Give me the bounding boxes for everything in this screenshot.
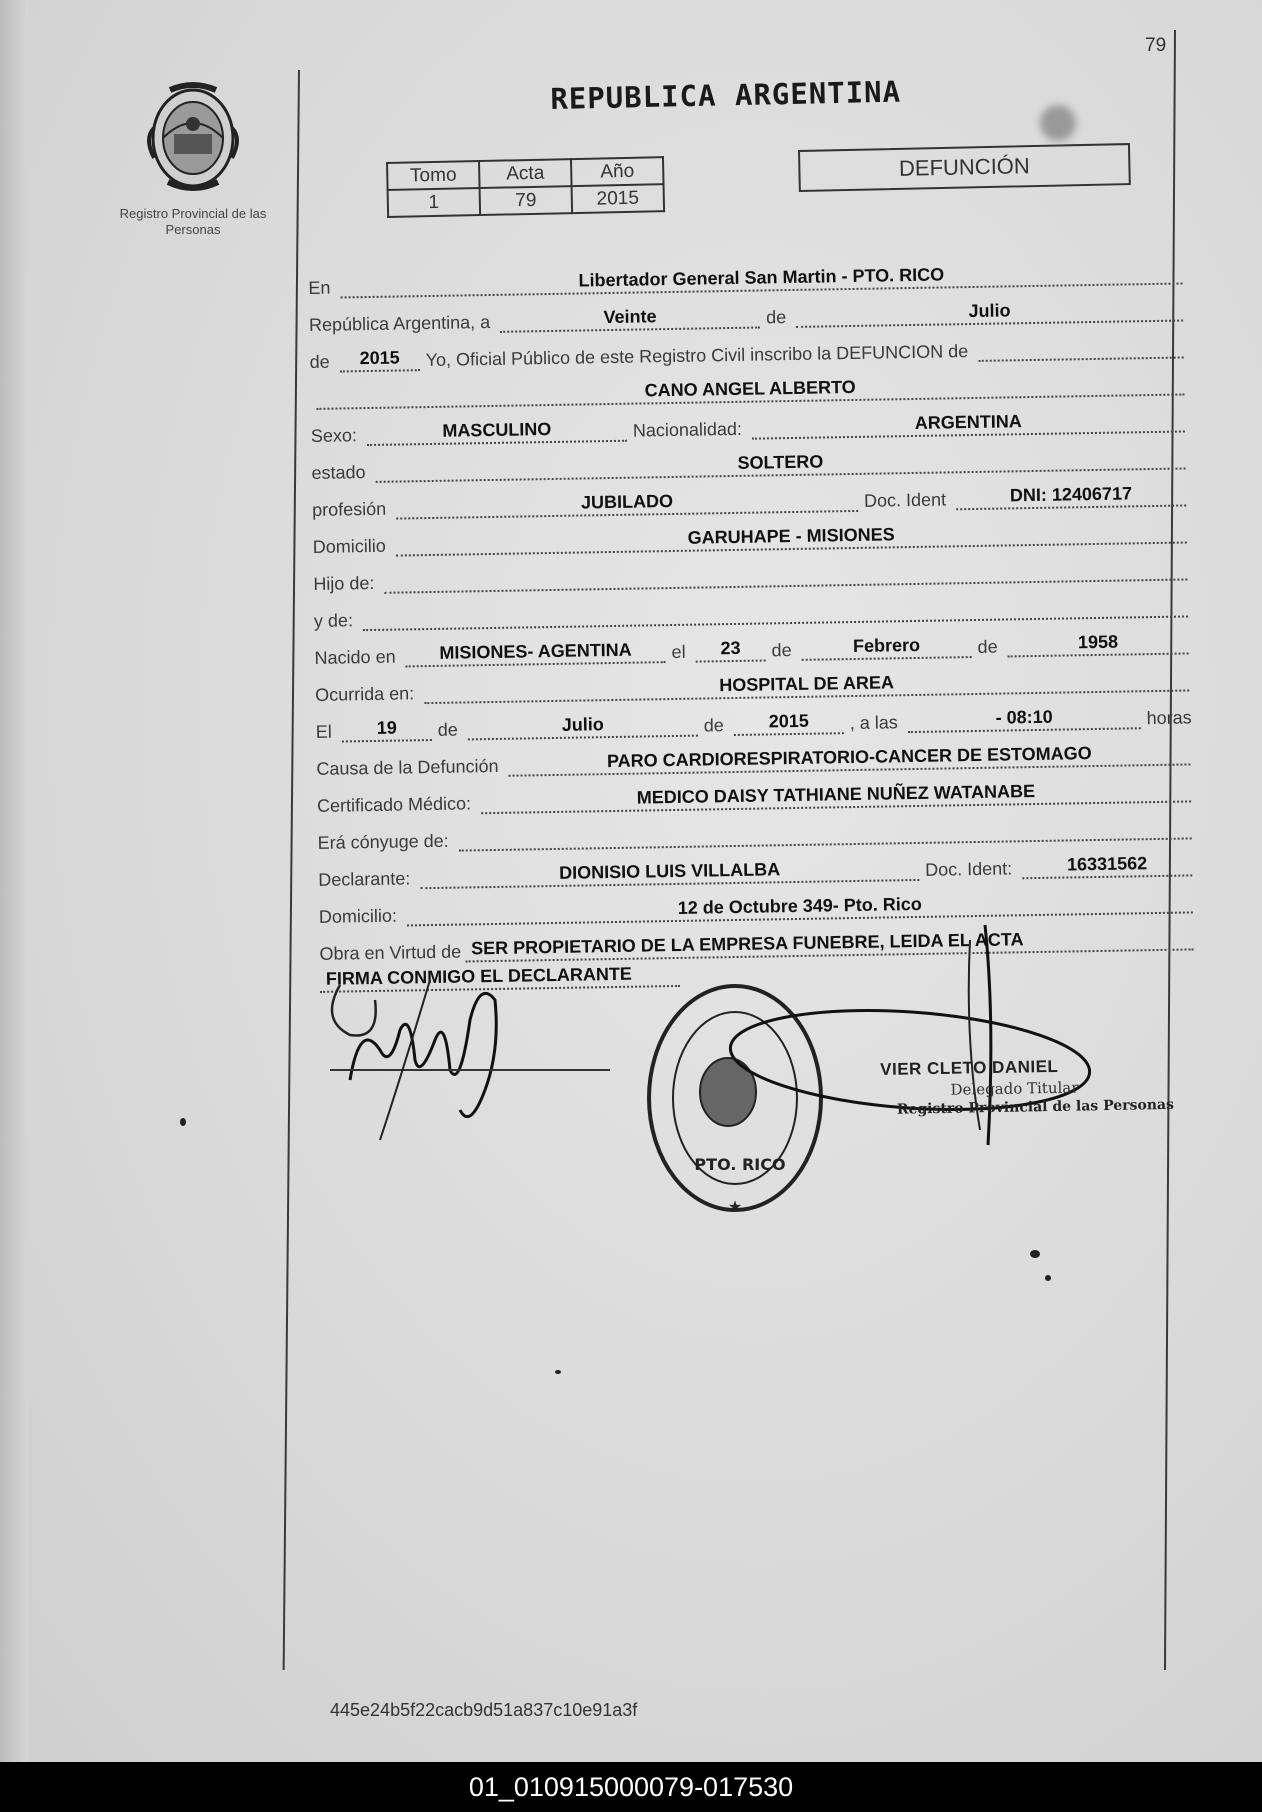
domicilio2-label: Domicilio:	[318, 905, 398, 927]
obra-value: SER PROPIETARIO DE LA EMPRESA FUNEBRE, LEIDA EL ACTA	[465, 926, 1194, 962]
document-hash: 445e24b5f22cacb9d51a837c10e91a3f	[330, 1700, 638, 1720]
nacionalidad-value: ARGENTINA	[752, 408, 1185, 439]
speck	[1030, 1250, 1040, 1258]
declarante-label: Declarante:	[318, 868, 411, 890]
death-day-value: 19	[342, 717, 432, 742]
ocurrida-value: HOSPITAL DE AREA	[424, 667, 1189, 704]
doc-ident2-label: Doc. Ident:	[924, 858, 1013, 880]
hijo-label: Hijo de:	[313, 572, 375, 594]
de-death-year-label: de	[703, 715, 724, 736]
speck	[180, 1118, 186, 1126]
declarant-signature	[320, 960, 620, 1160]
page-number: 79	[1145, 35, 1167, 56]
obra-label: Obra en Virtud de	[319, 941, 462, 964]
de-birth-month-label: de	[771, 640, 792, 661]
registry-table	[386, 156, 665, 218]
anio-value: 2015	[572, 184, 665, 213]
certificado-label: Certificado Médico:	[316, 793, 472, 816]
republica-label: República Argentina, a	[308, 311, 491, 335]
birth-day-value: 23	[695, 637, 765, 662]
death-time-value: - 08:10	[908, 705, 1141, 733]
file-id-bar: 01_010915000079-017530	[0, 1762, 1262, 1812]
birth-year-value: 1958	[1007, 630, 1188, 657]
document-title: REPUBLICA ARGENTINA	[550, 74, 902, 116]
inscribo-text: Yo, Oficial Público de este Registro Civil inscribo la DEFUNCION de	[425, 341, 969, 371]
domicilio2-value: 12 de Octubre 349- Pto. Rico	[407, 889, 1193, 926]
act-type-box: DEFUNCIÓN	[798, 143, 1131, 192]
causa-value: PARO CARDIORESPIRATORIO-CANCER DE ESTOMAGO	[508, 741, 1190, 776]
svg-text:★: ★	[727, 1197, 743, 1216]
year-value: 2015	[339, 347, 419, 372]
provincial-crest-icon	[140, 78, 246, 196]
de-year-label: de	[309, 351, 330, 372]
place-value: Libertador General San Martin - PTO. RICO	[340, 261, 1182, 299]
sexo-value: MASCULINO	[367, 418, 627, 446]
birth-month-value: Febrero	[801, 634, 971, 661]
crest-caption: Registro Provincial de las Personas	[119, 206, 267, 237]
en-label: En	[308, 277, 331, 298]
month-value: Julio	[796, 298, 1183, 328]
official-name: VIER CLETO DANIEL	[880, 1056, 1059, 1079]
official-role: Delegado Titular	[950, 1078, 1079, 1099]
acta-value: 79	[480, 186, 573, 215]
el-label: el	[671, 641, 686, 663]
horas-label: horas	[1146, 707, 1192, 729]
nacido-label: Nacido en	[314, 646, 396, 668]
domicilio-label: Domicilio	[312, 535, 386, 557]
de-death-month-label: de	[437, 719, 458, 740]
profesion-value: JUBILADO	[396, 488, 858, 520]
el-death-label: El	[315, 721, 332, 742]
estado-value: SOLTERO	[375, 445, 1185, 482]
declarante-value: DIONISIO LUIS VILLALBA	[420, 857, 919, 889]
doc-ident2-value: 16331562	[1022, 852, 1192, 879]
conyuge-label: Erá cónyuge de:	[317, 830, 449, 853]
stamp-center-text: PTO. RICO	[694, 1155, 786, 1174]
tomo-value: 1	[388, 188, 481, 217]
nacionalidad-label: Nacionalidad:	[632, 418, 743, 441]
certificado-value: MEDICO DAISY TATHIANE NUÑEZ WATANABE	[481, 778, 1191, 814]
doc-ident-value: DNI: 12406717	[956, 482, 1186, 510]
left-margin-rule	[283, 70, 300, 1670]
official-office: Registro Provincial de las Personas	[896, 1096, 1175, 1118]
death-month-value: Julio	[468, 713, 698, 741]
tomo-header: Tomo	[387, 161, 480, 190]
domicilio-value: GARUHAPE - MISIONES	[396, 519, 1187, 556]
doc-ident-label: Doc. Ident	[863, 489, 947, 511]
nacido-en-value: MISIONES- AGENTINA	[405, 639, 665, 667]
form-body	[308, 247, 1200, 992]
profesion-label: profesión	[311, 498, 387, 520]
official-block	[880, 1055, 1174, 1118]
de-label: de	[765, 307, 787, 328]
day-words-value: Veinte	[500, 305, 760, 333]
obra-cont-value: FIRMA CONMIGO EL DECLARANTE	[320, 963, 680, 993]
estado-label: estado	[311, 462, 366, 483]
anio-header: Año	[571, 157, 664, 186]
ocurrida-label: Ocurrida en:	[315, 683, 415, 705]
deceased-name-value: CANO ANGEL ALBERTO	[316, 371, 1184, 409]
a-las-label: , a las	[849, 712, 898, 734]
yde-label: y de:	[313, 610, 354, 631]
speck	[1045, 1275, 1051, 1281]
death-year-value: 2015	[734, 710, 844, 736]
de-birth-year-label: de	[977, 636, 998, 657]
speck	[555, 1370, 561, 1374]
acta-header: Acta	[479, 159, 572, 188]
causa-label: Causa de la Defunción	[316, 755, 499, 779]
sexo-label: Sexo:	[310, 425, 358, 446]
stain	[1040, 105, 1076, 141]
